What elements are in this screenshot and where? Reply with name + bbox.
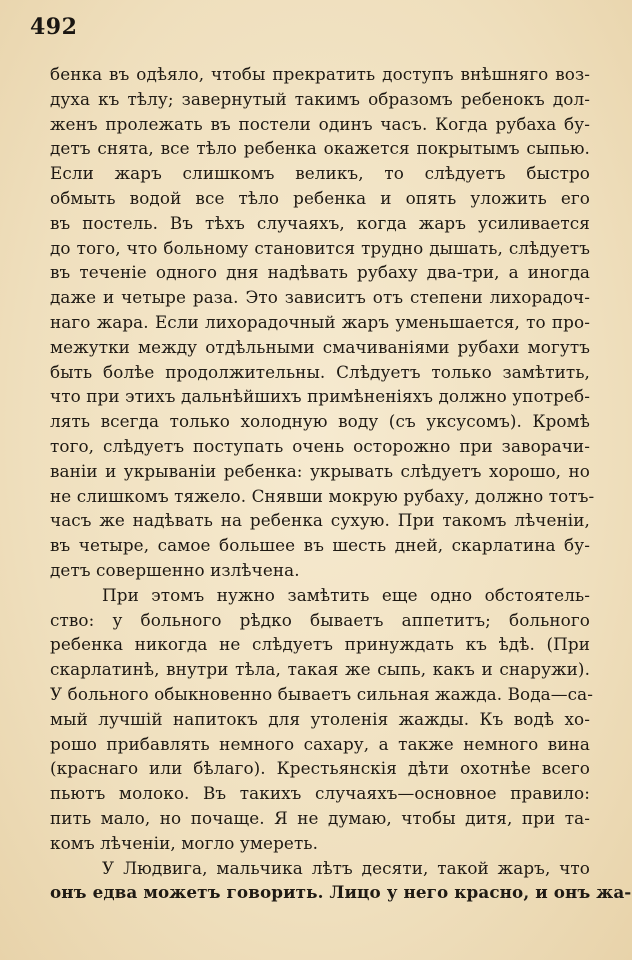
text-line: детъ снята, все тѣло ребенка окажется покрытымъ сыпью. — [50, 138, 590, 159]
text-line: не слишкомъ тяжело. Снявши мокрую рубаху, должно тотъ- — [50, 485, 595, 506]
text-line: до того, что больному становится трудно дышать, слѣдуетъ — [50, 237, 590, 258]
text-line: что при этихъ дальнѣйшихъ примѣненіяхъ должно употреб- — [50, 386, 590, 407]
text-line: пить мало, но почаще. Я не думаю, чтобы дитя, при та- — [50, 807, 590, 828]
text-line: того, слѣдуетъ поступать очень осторожно при заворачи- — [50, 435, 590, 456]
text-line: У больного обыкновенно бываетъ сильная жажда. Вода—са- — [50, 683, 594, 704]
text-line: лять всегда только холодную воду (съ уксусомъ). Кромѣ — [50, 411, 590, 432]
text-line: ваніи и укрываніи ребенка: укрывать слѣдуетъ хорошо, но — [50, 460, 590, 481]
text-line: (краснаго или бѣлаго). Крестьянскія дѣти охотнѣе всего — [50, 758, 590, 779]
text-line: обмыть водой все тѣло ребенка и опять уложить его — [50, 187, 590, 208]
text-line: скарлатинѣ, внутри тѣла, такая же сыпь, какъ и снаружи). — [50, 659, 590, 680]
text-line: У Людвига, мальчика лѣтъ десяти, такой жаръ, что — [102, 857, 590, 878]
text-line: мый лучшій напитокъ для утоленія жажды. Къ водѣ хо- — [50, 708, 590, 729]
text-line: комъ лѣченіи, могло умереть. — [50, 832, 318, 853]
text-line: Если жаръ слишкомъ великъ, то слѣдуетъ быстро — [50, 163, 590, 184]
text-line: При этомъ нужно замѣтить еще одно обстоятель- — [102, 584, 590, 605]
text-line: духа къ тѣлу; завернутый такимъ образомъ ребенокъ дол- — [50, 88, 590, 109]
text-line: онъ едва можетъ говорить. Лицо у него красно, и онъ жа- — [50, 882, 632, 903]
text-line: даже и четыре раза. Это зависитъ отъ степени лихорадоч- — [50, 287, 590, 308]
text-line: женъ пролежать въ постели одинъ часъ. Когда рубаха бу- — [50, 113, 590, 134]
text-line: въ постель. Въ тѣхъ случаяхъ, когда жаръ усиливается — [50, 212, 590, 233]
text-line: наго жара. Если лихорадочный жаръ уменьшается, то про- — [50, 311, 590, 332]
text-line: бенка въ одѣяло, чтобы прекратить доступъ внѣшняго воз- — [50, 64, 590, 84]
text-line: рошо прибавлять немного сахару, а также немного вина — [50, 733, 590, 754]
text-line: ребенка никогда не слѣдуетъ принуждать къ ѣдѣ. (При — [50, 634, 590, 655]
text-line: въ четыре, самое большее въ шесть дней, скарлатина бу- — [50, 535, 590, 556]
page-number: 492 — [30, 14, 78, 40]
text-line: въ теченіе одного дня надѣвать рубаху два-три, а иногда — [50, 262, 590, 283]
text-line: детъ совершенно излѣчена. — [50, 559, 300, 580]
text-line: часъ же надѣвать на ребенка сухую. При такомъ лѣченіи, — [50, 510, 590, 531]
text-line: быть болѣе продолжительны. Слѣдуетъ только замѣтить, — [50, 361, 590, 382]
text-line: ство: у больного рѣдко бываетъ аппетитъ; больного — [50, 609, 590, 630]
body-text — [50, 62, 632, 905]
text-line: межутки между отдѣльными смачиваніями рубахи могутъ — [50, 336, 590, 357]
text-line: пьютъ молоко. Въ такихъ случаяхъ—основное правило: — [50, 783, 590, 804]
